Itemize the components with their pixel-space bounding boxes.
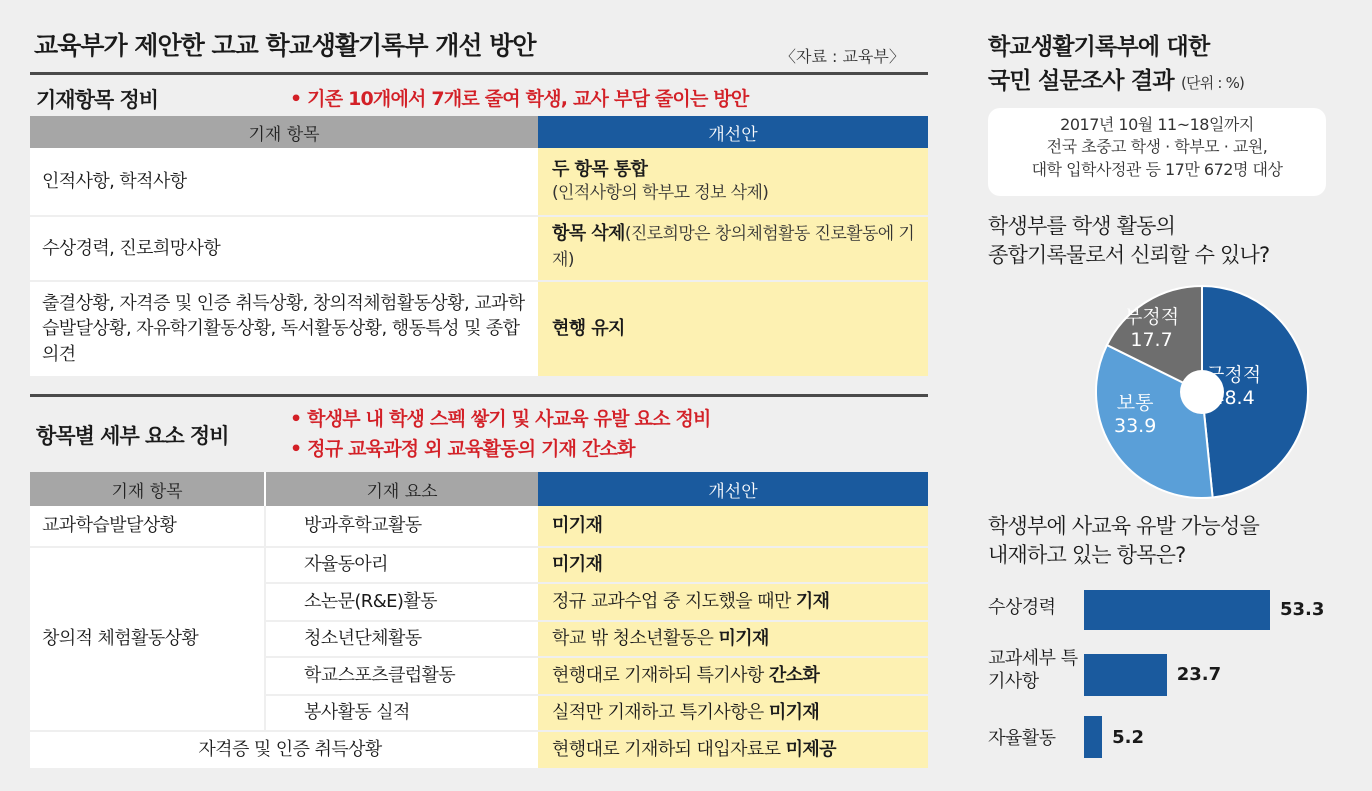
s2-last-item: 자격증 및 인증 취득상황	[30, 732, 538, 768]
survey-line1: 2017년 10월 11~18일까지	[1060, 115, 1254, 134]
bar-label-1: 수상경력	[988, 597, 1056, 618]
s2-row-a-plan	[538, 506, 928, 546]
s2-group-element-5: 봉사활동 실적	[266, 696, 538, 730]
s1-row2-plan	[538, 217, 928, 280]
bar-1	[1084, 590, 1270, 630]
question1-line1: 학생부를 학생 활동의	[988, 214, 1176, 238]
pie-label-neutral-value: 33.9	[1114, 414, 1157, 437]
plan-bold: 미기재	[718, 628, 769, 650]
s2-group-element-3: 청소년단체활동	[266, 622, 538, 656]
plan-bold: 간소화	[768, 665, 820, 687]
section-divider	[30, 394, 928, 397]
bar-value-1: 53.3	[1280, 599, 1325, 620]
plan-pre: 현행대로 기재하되 대입자료로	[552, 739, 786, 761]
plan-pre: 정규 교과수업 중 지도했을 때만	[552, 591, 796, 613]
s1-row2-item: 수상경력, 진로희망사항	[30, 217, 538, 280]
plan-bold: 미기재	[768, 702, 820, 724]
s1-row3-plan	[538, 282, 928, 376]
plan-pre: 현행대로 기재하되 특기사항	[552, 665, 769, 687]
question1-line2: 종합기록물로서 신뢰할 수 있나?	[988, 243, 1270, 268]
section2-note1: • 학생부 내 학생 스펙 쌓기 및 사교육 유발 요소 정비	[290, 408, 711, 430]
s2-header-item: 기재 항목	[30, 472, 264, 506]
s1-row3-plan-bold: 현행 유지	[552, 318, 625, 340]
s1-row2-plan-bold: 항목 삭제	[552, 223, 625, 244]
survey-info-box	[988, 108, 1326, 196]
section1-title: 기재항목 정비	[36, 88, 159, 112]
s1-row3-item: 출결상황, 자격증 및 인증 취득상황, 창의적체험활동상황, 교과학습발달상황, 자유학기활동상황, 독서활동상황, 행동특성 및 종합의견	[30, 282, 538, 376]
question2	[988, 512, 1259, 571]
unit-note: (단위 : %)	[1180, 74, 1245, 92]
s2-header-plan: 개선안	[538, 472, 928, 506]
s2-header-element: 기재 요소	[266, 472, 538, 506]
s2-group-plan-3	[538, 622, 928, 656]
s2-last-plan	[538, 732, 928, 768]
pie-label-negative	[1124, 306, 1179, 352]
s1-row1-item: 인적사항, 학적사항	[30, 148, 538, 215]
s2-group-plan-5	[538, 696, 928, 730]
title-divider	[30, 72, 928, 75]
plan-bold: 미제공	[785, 739, 836, 761]
pie-label-negative-name: 부정적	[1124, 306, 1180, 328]
pie-label-positive-name: 긍정적	[1206, 364, 1262, 386]
bar-2	[1084, 654, 1167, 696]
question2-line2: 내재하고 있는 항목은?	[988, 543, 1186, 568]
pie-label-negative-value: 17.7	[1130, 328, 1173, 351]
bar-value-3: 5.2	[1112, 727, 1145, 748]
section2-note2: • 정규 교육과정 외 교육활동의 기재 간소화	[290, 438, 635, 460]
s2-group-plan-1	[538, 548, 928, 582]
pie-label-neutral-name: 보통	[1116, 392, 1154, 414]
s1-row1-plan	[538, 148, 928, 215]
survey-line3: 대학 입학사정관 등 17만 672명 대상	[1031, 159, 1283, 179]
plan-bold: 기재	[795, 591, 830, 613]
section2-title: 항목별 세부 요소 정비	[36, 424, 229, 448]
bar-3	[1084, 716, 1102, 758]
question2-line1: 학생부에 사교육 유발 가능성을	[988, 514, 1259, 538]
s2-row-a-item: 교과학습발달상황	[30, 506, 264, 546]
bar-label-2: 교과세부 특기사항	[988, 648, 1078, 692]
s2-group-element-4: 학교스포츠클럽활동	[266, 658, 538, 694]
main-title: 교육부가 제안한 고교 학교생활기록부 개선 방안	[34, 31, 536, 60]
pie-label-positive	[1206, 364, 1261, 410]
s2-group-plan-2	[538, 584, 928, 620]
s1-row2-plan-rest: (진로희망은 창의체험활동 진로활동에 기재)	[552, 224, 915, 270]
pie-label-positive-value: 48.4	[1212, 386, 1255, 409]
bar-label-3: 자율활동	[988, 728, 1056, 749]
s2-group-element-1: 자율동아리	[266, 548, 538, 582]
s2-row-a-element: 방과후학교활동	[266, 506, 538, 546]
s1-header-plan: 개선안	[538, 116, 928, 148]
plan-pre: 학교 밖 청소년활동은	[552, 628, 719, 650]
bar-value-2: 23.7	[1176, 664, 1222, 685]
plan-bold: 미기재	[552, 554, 603, 576]
s1-row1-plan-bold: 두 항목 통합	[552, 159, 648, 180]
right-title-line1: 학교생활기록부에 대한	[988, 34, 1210, 60]
source-note: 〈자료 : 교육부〉	[780, 47, 905, 66]
right-title-text: 국민 설문조사 결과	[988, 68, 1174, 94]
s2-group-item: 창의적 체험활동상황	[30, 548, 264, 730]
s2-group-plan-4	[538, 658, 928, 694]
s2-group-element-2: 소논문(R&E)활동	[266, 584, 538, 620]
question1	[988, 212, 1269, 271]
s2-row-a-plan-bold: 미기재	[552, 515, 603, 537]
section1-note: • 기존 10개에서 7개로 줄여 학생, 교사 부담 줄이는 방안	[290, 88, 749, 110]
s1-row1-plan-sub: (인적사항의 학부모 정보 삭제)	[552, 183, 769, 204]
s1-header-item: 기재 항목	[30, 116, 538, 148]
right-title-line2	[988, 62, 1244, 95]
survey-line2: 전국 초중고 학생 · 학부모 · 교원,	[1046, 137, 1268, 157]
plan-pre: 실적만 기재하고 특기사항은	[552, 702, 769, 724]
pie-label-neutral	[1114, 392, 1156, 438]
